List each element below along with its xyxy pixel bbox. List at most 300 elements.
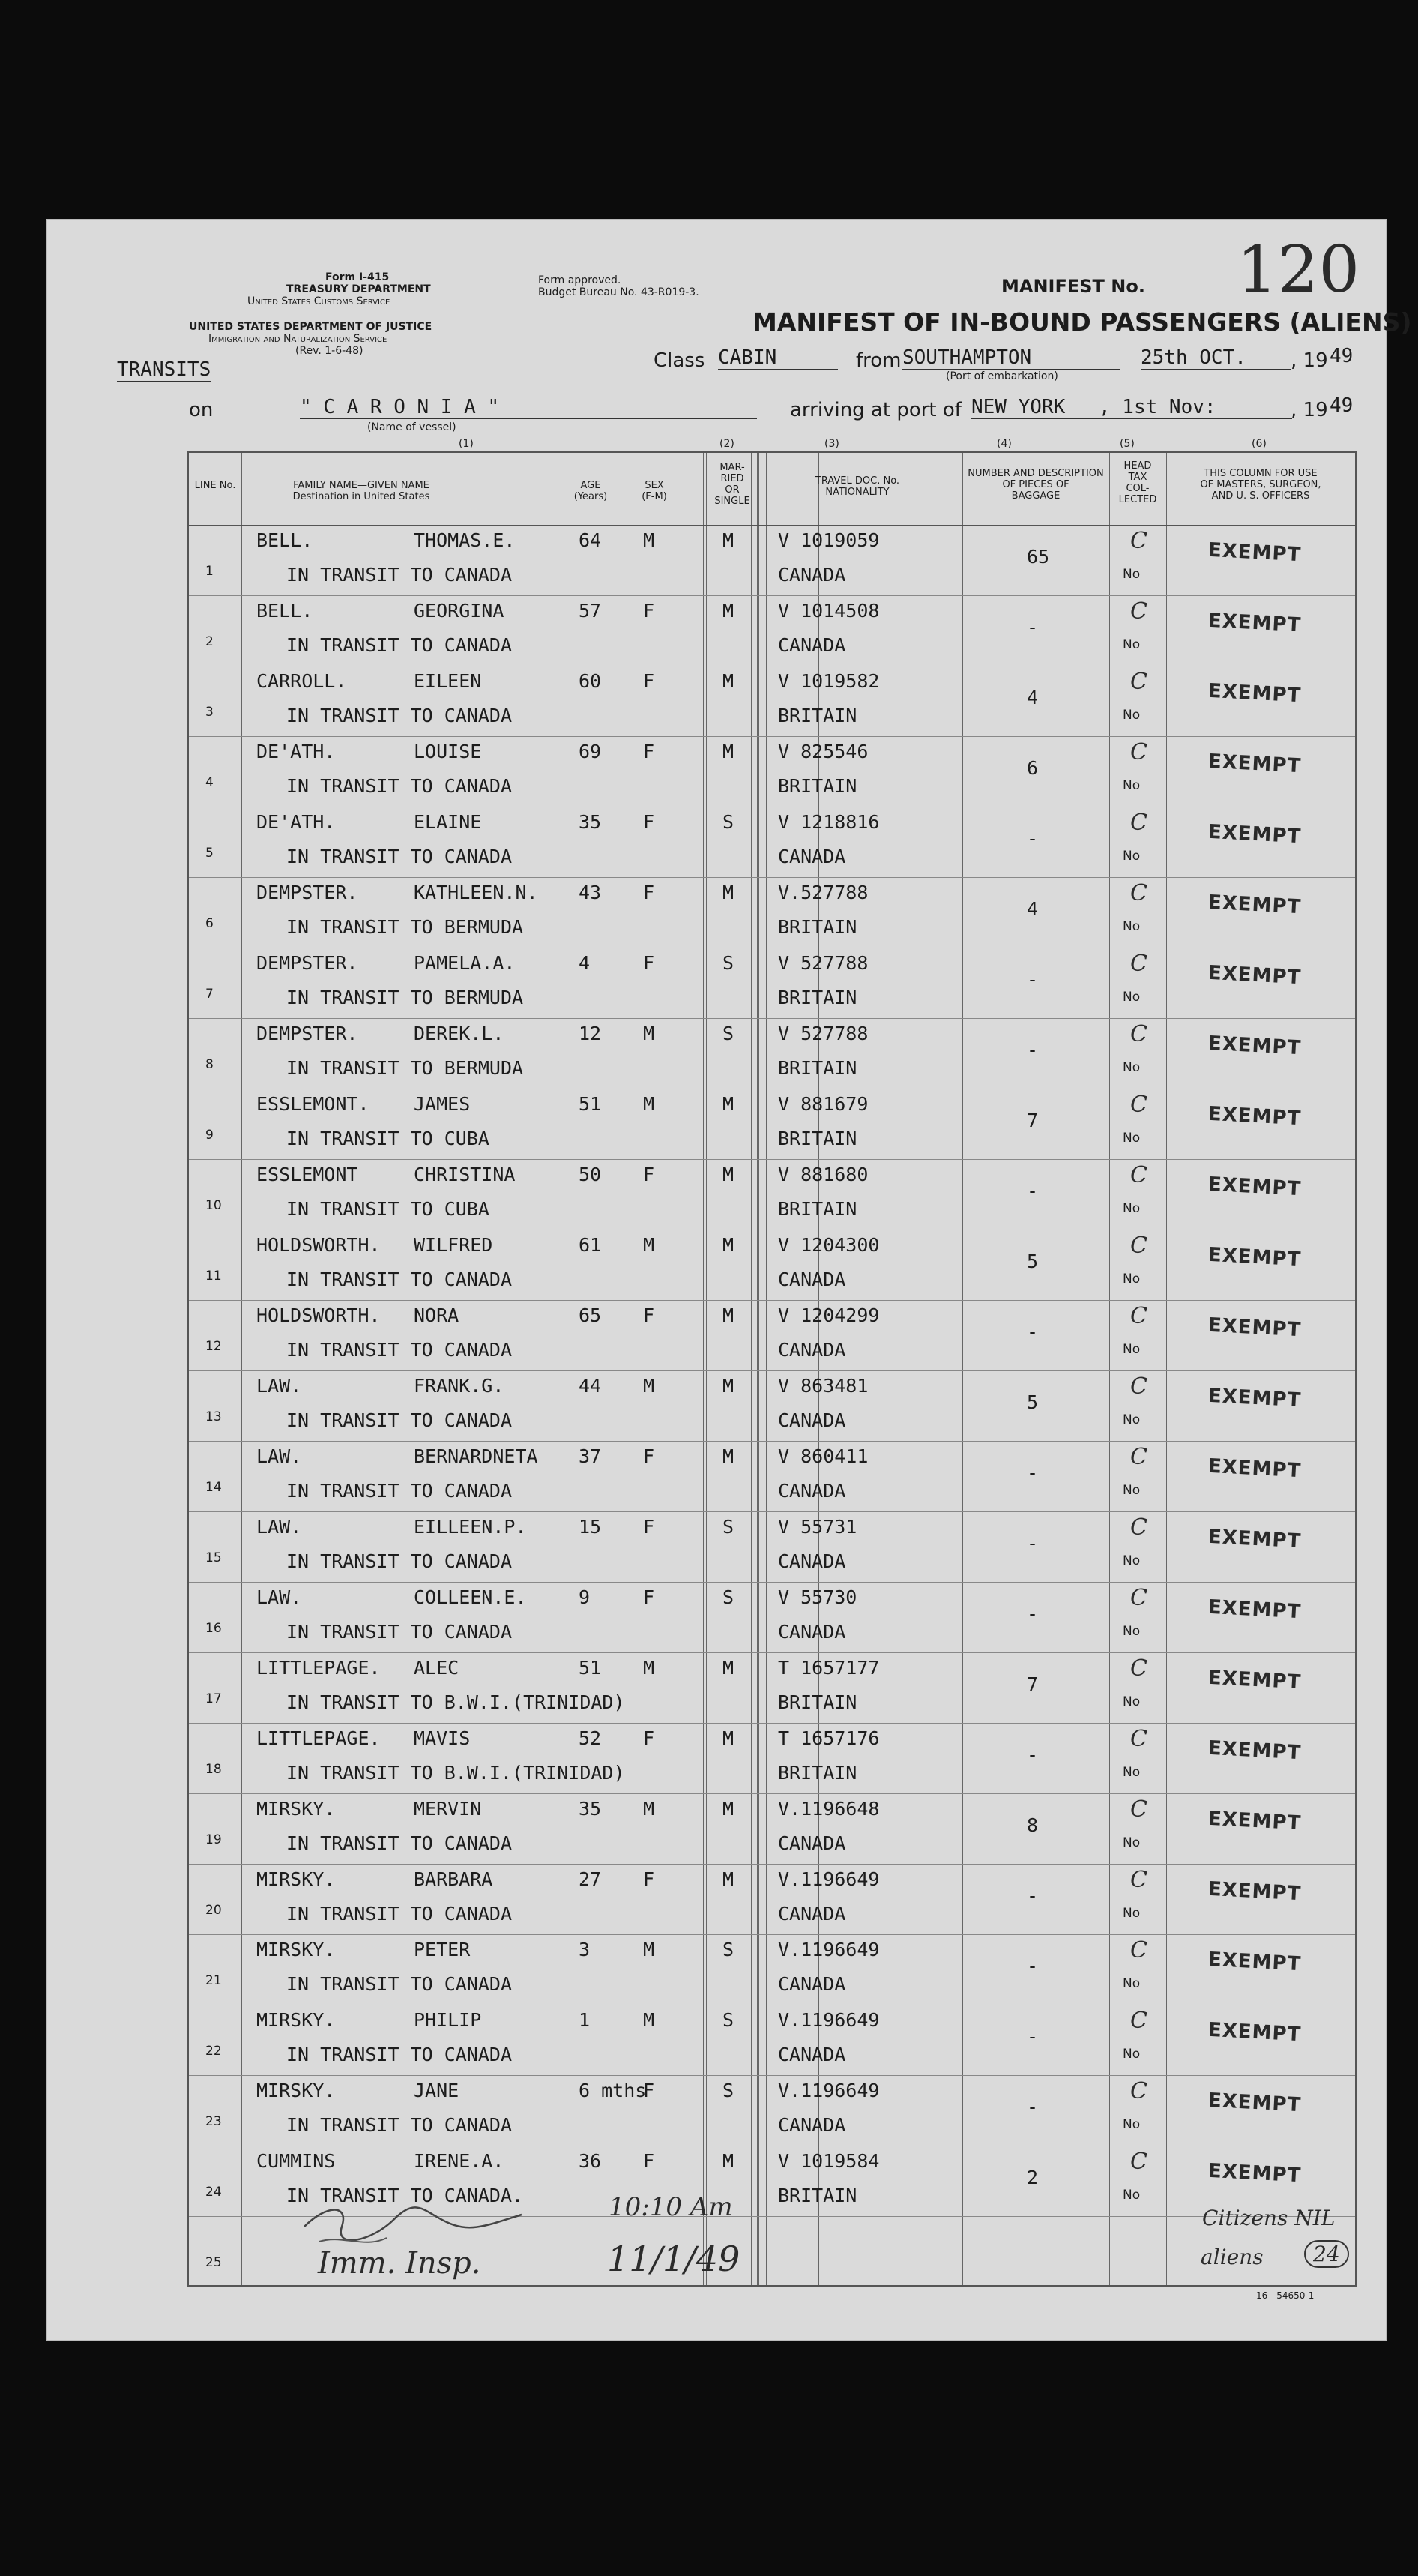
surname: DE'ATH. <box>256 811 336 833</box>
head-tax-mark: C <box>1130 1937 1147 1963</box>
arriving-label: arriving at port of <box>790 399 962 421</box>
col-header-sex: SEX (F-M) <box>642 480 667 502</box>
surname: MIRSKY. <box>256 1798 336 1820</box>
travel-doc: V 55730 <box>778 1586 857 1608</box>
revision-date: (Rev. 1-6-48) <box>295 345 363 357</box>
baggage: - <box>1027 1462 1039 1484</box>
baggage: 4 <box>1027 898 1039 920</box>
baggage: - <box>1027 616 1039 638</box>
destination: IN TRANSIT TO CANADA <box>286 1832 513 1854</box>
from-port: SOUTHAMPTON <box>902 346 1120 370</box>
nationality: CANADA <box>778 2044 846 2065</box>
nationality: CANADA <box>778 2114 846 2136</box>
travel-doc: V 1019059 <box>778 529 880 551</box>
table-row <box>189 1511 1355 1582</box>
citizens-note: Citizens NIL <box>1202 2206 1336 2230</box>
line-number: 12 <box>205 1339 222 1354</box>
head-tax-mark: C <box>1130 1726 1147 1752</box>
nationality: CANADA <box>778 1269 846 1290</box>
marital-status: S <box>722 2009 734 2031</box>
destination: IN TRANSIT TO CANADA <box>286 1339 513 1361</box>
treasury-dept: TREASURY DEPARTMENT <box>286 283 431 295</box>
age: 52 <box>579 1727 602 1749</box>
surname: LAW. <box>256 1375 302 1397</box>
surname: MIRSKY. <box>256 2080 336 2101</box>
sex: M <box>643 1093 655 1115</box>
baggage: 7 <box>1027 1110 1039 1131</box>
baggage: - <box>1027 1180 1039 1202</box>
surname: DEMPSTER. <box>256 1023 358 1044</box>
travel-doc: V 527788 <box>778 1023 869 1044</box>
exempt-stamp: EXEMPT <box>1207 1736 1302 1765</box>
given-name: PHILIP <box>414 2009 482 2031</box>
table-row <box>189 1864 1355 1934</box>
age: 3 <box>579 1939 591 1960</box>
surname: ESSLEMONT <box>256 1164 358 1185</box>
baggage: - <box>1027 1744 1039 1766</box>
column-number-4: (4) <box>997 438 1012 450</box>
head-tax-mark: C <box>1130 1867 1147 1893</box>
surname: DE'ATH. <box>256 741 336 762</box>
head-tax: No <box>1123 567 1141 582</box>
head-tax: No <box>1123 1694 1141 1709</box>
sex: F <box>643 600 655 622</box>
head-tax: No <box>1123 1906 1141 1921</box>
surname: CUMMINS <box>256 2150 336 2172</box>
sex: M <box>643 1234 655 1256</box>
marital-status: M <box>722 1798 734 1820</box>
justice-dept: UNITED STATES DEPARTMENT OF JUSTICE <box>189 321 432 333</box>
line-number: 17 <box>205 1691 222 1706</box>
age: 4 <box>579 952 591 974</box>
age: 1 <box>579 2009 591 2031</box>
travel-doc: V.1196649 <box>778 1939 880 1960</box>
given-name: FRANK.G. <box>414 1375 504 1397</box>
given-name: EILLEEN.P. <box>414 1516 527 1538</box>
table-row <box>189 1723 1355 1793</box>
marital-status: M <box>722 741 734 762</box>
baggage: - <box>1027 1955 1039 1977</box>
inspector-title: Imm. Insp. <box>318 2246 481 2281</box>
exempt-stamp: EXEMPT <box>1207 820 1302 849</box>
surname: LAW. <box>256 1516 302 1538</box>
travel-doc: T 1657177 <box>778 1657 880 1679</box>
manifest-table <box>187 451 1357 2287</box>
manifest-no-label: MANIFEST No. <box>1001 276 1145 297</box>
travel-doc: V 860411 <box>778 1445 869 1467</box>
head-tax: No <box>1123 1342 1141 1357</box>
travel-doc: V 863481 <box>778 1375 869 1397</box>
marital-status: S <box>722 1939 734 1960</box>
surname: LAW. <box>256 1445 302 1467</box>
head-tax: No <box>1123 708 1141 723</box>
travel-doc: V.1196648 <box>778 1798 880 1820</box>
line-number: 23 <box>205 2114 222 2129</box>
head-tax: No <box>1123 1624 1141 1639</box>
class-label: Class <box>654 349 705 372</box>
form-number: Form I-415 <box>325 271 390 283</box>
destination: IN TRANSIT TO CANADA <box>286 2044 513 2065</box>
age: 27 <box>579 1868 602 1890</box>
given-name: WILFRED <box>414 1234 493 1256</box>
travel-doc: V 1019582 <box>778 670 880 692</box>
line-number: 8 <box>205 1057 214 1072</box>
travel-doc: V 881679 <box>778 1093 869 1115</box>
table-row <box>189 666 1355 736</box>
sex: M <box>643 2009 655 2031</box>
travel-doc: V.527788 <box>778 882 869 903</box>
head-tax: No <box>1123 1835 1141 1850</box>
sex: F <box>643 2150 655 2172</box>
nationality: CANADA <box>778 846 846 867</box>
from-label: from <box>856 349 902 372</box>
col-header-married: MAR- RIED OR SINGLE <box>714 462 750 507</box>
head-tax: No <box>1123 2188 1141 2203</box>
sex: F <box>643 1304 655 1326</box>
head-tax: No <box>1123 919 1141 934</box>
marital-status: M <box>722 1164 734 1185</box>
class-value: CABIN <box>718 346 838 370</box>
table-row <box>189 1441 1355 1511</box>
col-header-name: FAMILY NAME—GIVEN NAME Destination in United States <box>292 480 430 502</box>
age: 44 <box>579 1375 602 1397</box>
age: 51 <box>579 1657 602 1679</box>
age: 37 <box>579 1445 602 1467</box>
surname: DEMPSTER. <box>256 952 358 974</box>
on-label: on <box>189 399 214 421</box>
surname: MIRSKY. <box>256 1939 336 1960</box>
baggage: - <box>1027 828 1039 849</box>
age: 9 <box>579 1586 591 1608</box>
surname: LAW. <box>256 1586 302 1608</box>
given-name: ALEC <box>414 1657 459 1679</box>
given-name: PETER <box>414 1939 471 1960</box>
age: 64 <box>579 529 602 551</box>
baggage: 6 <box>1027 757 1039 779</box>
transits-label: TRANSITS <box>117 358 211 381</box>
marital-status: M <box>722 1727 734 1749</box>
baggage: - <box>1027 1321 1039 1343</box>
table-row <box>189 807 1355 877</box>
surname: HOLDSWORTH. <box>256 1304 381 1326</box>
exempt-stamp: EXEMPT <box>1207 1877 1302 1906</box>
table-row <box>189 1018 1355 1089</box>
destination: IN TRANSIT TO CANADA <box>286 1973 513 1995</box>
surname: LITTLEPAGE. <box>256 1657 381 1679</box>
table-row <box>189 595 1355 666</box>
head-tax-mark: C <box>1130 2078 1147 2104</box>
nationality: BRITAIN <box>778 1198 857 1220</box>
travel-doc: V 1014508 <box>778 600 880 622</box>
head-tax-mark: C <box>1130 1162 1147 1188</box>
table-row <box>189 1230 1355 1300</box>
marital-status: S <box>722 1516 734 1538</box>
marital-status: S <box>722 1023 734 1044</box>
nationality: CANADA <box>778 634 846 656</box>
line-number: 9 <box>205 1128 214 1143</box>
nationality: BRITAIN <box>778 1691 857 1713</box>
marital-status: M <box>722 2150 734 2172</box>
form-approved: Form approved. <box>538 274 621 286</box>
line-number: 4 <box>205 775 214 790</box>
head-tax-mark: C <box>1130 669 1147 695</box>
exempt-stamp: EXEMPT <box>1207 1173 1302 1201</box>
line-number: 18 <box>205 1762 222 1777</box>
sex: F <box>643 1164 655 1185</box>
exempt-stamp: EXEMPT <box>1207 1384 1302 1412</box>
line-number: 1 <box>205 564 214 579</box>
aliens-note: aliens <box>1201 2245 1264 2269</box>
destination: IN TRANSIT TO BERMUDA <box>286 987 524 1008</box>
table-row <box>189 1159 1355 1230</box>
head-tax-mark: C <box>1130 810 1147 836</box>
marital-status: S <box>722 952 734 974</box>
manifest-number: 120 <box>1237 232 1360 307</box>
marital-status: S <box>722 811 734 833</box>
given-name: NORA <box>414 1304 459 1326</box>
given-name: THOMAS.E. <box>414 529 516 551</box>
arrival-date: , 1st Nov: <box>1099 396 1292 419</box>
col-header-officers: THIS COLUMN FOR USE OF MASTERS, SURGEON, AND U. S. OFFICERS <box>1200 468 1321 502</box>
column-number-1: (1) <box>459 438 474 450</box>
given-name: MAVIS <box>414 1727 471 1749</box>
baggage: 65 <box>1027 546 1050 568</box>
arrival-port: NEW YORK <box>971 396 1099 419</box>
exempt-stamp: EXEMPT <box>1207 1454 1302 1483</box>
column-number-2: (2) <box>719 438 734 450</box>
surname: DEMPSTER. <box>256 882 358 903</box>
given-name: KATHLEEN.N. <box>414 882 538 903</box>
nationality: CANADA <box>778 1480 846 1502</box>
head-tax: No <box>1123 1131 1141 1146</box>
vessel-note: (Name of vessel) <box>367 421 456 433</box>
nationality: CANADA <box>778 1903 846 1925</box>
destination: IN TRANSIT TO CANADA <box>286 634 513 656</box>
sex: M <box>643 529 655 551</box>
footer-code: 16—54650-1 <box>1256 2290 1315 2301</box>
sex: M <box>643 1023 655 1044</box>
head-tax-mark: C <box>1130 1373 1147 1400</box>
table-row <box>189 2005 1355 2075</box>
surname: CARROLL. <box>256 670 347 692</box>
sex: F <box>643 882 655 903</box>
age: 6 mths <box>579 2080 647 2101</box>
table-row <box>189 1300 1355 1370</box>
destination: IN TRANSIT TO CUBA <box>286 1198 489 1220</box>
sex: F <box>643 1586 655 1608</box>
age: 43 <box>579 882 602 903</box>
line-number: 5 <box>205 846 214 861</box>
col-header-doc: TRAVEL DOC. No. NATIONALITY <box>815 475 900 498</box>
ins-service: Immigration and Naturalization Service <box>208 333 387 345</box>
travel-doc: V 527788 <box>778 952 869 974</box>
head-tax-mark: C <box>1130 528 1147 554</box>
head-tax-mark: C <box>1130 1655 1147 1682</box>
line-number: 24 <box>205 2185 222 2200</box>
line-number: 21 <box>205 1973 222 1988</box>
surname: MIRSKY. <box>256 2009 336 2031</box>
surname: MIRSKY. <box>256 1868 336 1890</box>
destination: IN TRANSIT TO CANADA <box>286 2114 513 2136</box>
destination: IN TRANSIT TO B.W.I.(TRINIDAD) <box>286 1691 625 1713</box>
port-note: (Port of embarkation) <box>946 370 1058 382</box>
exempt-stamp: EXEMPT <box>1207 1313 1302 1342</box>
head-tax-mark: C <box>1130 598 1147 625</box>
nationality: CANADA <box>778 1832 846 1854</box>
marital-status: M <box>722 1375 734 1397</box>
line-number: 11 <box>205 1269 222 1284</box>
sex: F <box>643 952 655 974</box>
nationality: BRITAIN <box>778 775 857 797</box>
aliens-count: 24 <box>1304 2240 1349 2268</box>
nationality: CANADA <box>778 1973 846 1995</box>
nationality: BRITAIN <box>778 916 857 938</box>
given-name: CHRISTINA <box>414 1164 516 1185</box>
destination: IN TRANSIT TO CANADA <box>286 1621 513 1643</box>
exempt-stamp: EXEMPT <box>1207 1525 1302 1553</box>
given-name: EILEEN <box>414 670 482 692</box>
destination: IN TRANSIT TO BERMUDA <box>286 1057 524 1079</box>
nationality: CANADA <box>778 564 846 586</box>
line-number: 15 <box>205 1550 222 1565</box>
exempt-stamp: EXEMPT <box>1207 891 1302 919</box>
exempt-stamp: EXEMPT <box>1207 538 1302 567</box>
destination: IN TRANSIT TO CANADA <box>286 705 513 726</box>
marital-status: M <box>722 670 734 692</box>
travel-doc: T 1657176 <box>778 1727 880 1749</box>
marital-status: M <box>722 600 734 622</box>
travel-doc: V 881680 <box>778 1164 869 1185</box>
head-tax-mark: C <box>1130 951 1147 977</box>
head-tax-mark: C <box>1130 1303 1147 1329</box>
head-tax: No <box>1123 637 1141 652</box>
sex: F <box>643 1516 655 1538</box>
sex: M <box>643 1939 655 1960</box>
line-number: 25 <box>205 2255 222 2270</box>
head-tax-mark: C <box>1130 880 1147 906</box>
age: 65 <box>579 1304 602 1326</box>
line-number: 14 <box>205 1480 222 1495</box>
nationality: CANADA <box>778 1621 846 1643</box>
col-header-tax: HEAD TAX COL- LECTED <box>1118 460 1157 505</box>
head-tax-mark: C <box>1130 1092 1147 1118</box>
sex: F <box>643 670 655 692</box>
table-row <box>189 1582 1355 1652</box>
head-tax-mark: C <box>1130 1585 1147 1611</box>
head-tax-mark: C <box>1130 1021 1147 1047</box>
table-row <box>189 1934 1355 2005</box>
nationality: BRITAIN <box>778 2185 857 2206</box>
exempt-stamp: EXEMPT <box>1207 2159 1302 2188</box>
baggage: - <box>1027 969 1039 990</box>
marital-status: M <box>722 1304 734 1326</box>
given-name: BARBARA <box>414 1868 493 1890</box>
arrival-year: 49 <box>1330 394 1354 417</box>
line-number: 20 <box>205 1903 222 1918</box>
travel-doc: V 825546 <box>778 741 869 762</box>
age: 61 <box>579 1234 602 1256</box>
head-tax: No <box>1123 1765 1141 1780</box>
travel-doc: V.1196649 <box>778 2009 880 2031</box>
nationality: CANADA <box>778 1339 846 1361</box>
travel-doc: V 1204299 <box>778 1304 880 1326</box>
destination: IN TRANSIT TO CANADA <box>286 1550 513 1572</box>
sex: F <box>643 1727 655 1749</box>
baggage: 7 <box>1027 1673 1039 1695</box>
budget-bureau: Budget Bureau No. 43-R019-3. <box>538 286 699 298</box>
exempt-stamp: EXEMPT <box>1207 1948 1302 1976</box>
nationality: BRITAIN <box>778 1762 857 1784</box>
column-number-5: (5) <box>1120 438 1135 450</box>
surname: HOLDSWORTH. <box>256 1234 381 1256</box>
exempt-stamp: EXEMPT <box>1207 609 1302 637</box>
given-name: DEREK.L. <box>414 1023 504 1044</box>
exempt-stamp: EXEMPT <box>1207 1595 1302 1624</box>
signature-date: 11/1/49 <box>607 2239 740 2279</box>
baggage: 4 <box>1027 687 1039 708</box>
given-name: GEORGINA <box>414 600 504 622</box>
table-row <box>189 1089 1355 1159</box>
destination: IN TRANSIT TO CANADA <box>286 1409 513 1431</box>
surname: BELL. <box>256 600 313 622</box>
exempt-stamp: EXEMPT <box>1207 1666 1302 1694</box>
exempt-stamp: EXEMPT <box>1207 2018 1302 2047</box>
manifest-title: MANIFEST OF IN-BOUND PASSENGERS (ALIENS) <box>752 307 1412 337</box>
exempt-stamp: EXEMPT <box>1207 750 1302 778</box>
head-tax: No <box>1123 2117 1141 2132</box>
col-header-line-no: LINE No. <box>194 480 236 491</box>
line-number: 16 <box>205 1621 222 1636</box>
given-name: LOUISE <box>414 741 482 762</box>
baggage: 2 <box>1027 2167 1039 2188</box>
nationality: CANADA <box>778 1409 846 1431</box>
head-tax-mark: C <box>1130 2008 1147 2034</box>
marital-status: M <box>722 882 734 903</box>
sex: M <box>643 1798 655 1820</box>
marital-status: S <box>722 1586 734 1608</box>
age: 60 <box>579 670 602 692</box>
marital-status: M <box>722 529 734 551</box>
destination: IN TRANSIT TO CANADA <box>286 564 513 586</box>
arrival-year-prefix: , 19 <box>1291 399 1328 421</box>
exempt-stamp: EXEMPT <box>1207 961 1302 990</box>
head-tax-mark: C <box>1130 2149 1147 2175</box>
baggage: - <box>1027 1603 1039 1625</box>
column-number-3: (3) <box>824 438 839 450</box>
table-row <box>189 1793 1355 1864</box>
table-row <box>189 2075 1355 2146</box>
sex: F <box>643 2080 655 2101</box>
table-row <box>189 948 1355 1018</box>
head-tax: No <box>1123 1483 1141 1498</box>
given-name: ELAINE <box>414 811 482 833</box>
marital-status: M <box>722 1445 734 1467</box>
marital-status: M <box>722 1234 734 1256</box>
sex: F <box>643 1868 655 1890</box>
travel-doc: V.1196649 <box>778 2080 880 2101</box>
surname: BELL. <box>256 529 313 551</box>
surname: ESSLEMONT. <box>256 1093 369 1115</box>
age: 15 <box>579 1516 602 1538</box>
marital-status: S <box>722 2080 734 2101</box>
age: 50 <box>579 1164 602 1185</box>
age: 12 <box>579 1023 602 1044</box>
head-tax-mark: C <box>1130 1796 1147 1823</box>
baggage: - <box>1027 1532 1039 1554</box>
age: 35 <box>579 1798 602 1820</box>
line-number: 13 <box>205 1409 222 1424</box>
customs-service: United States Customs Service <box>247 295 390 307</box>
